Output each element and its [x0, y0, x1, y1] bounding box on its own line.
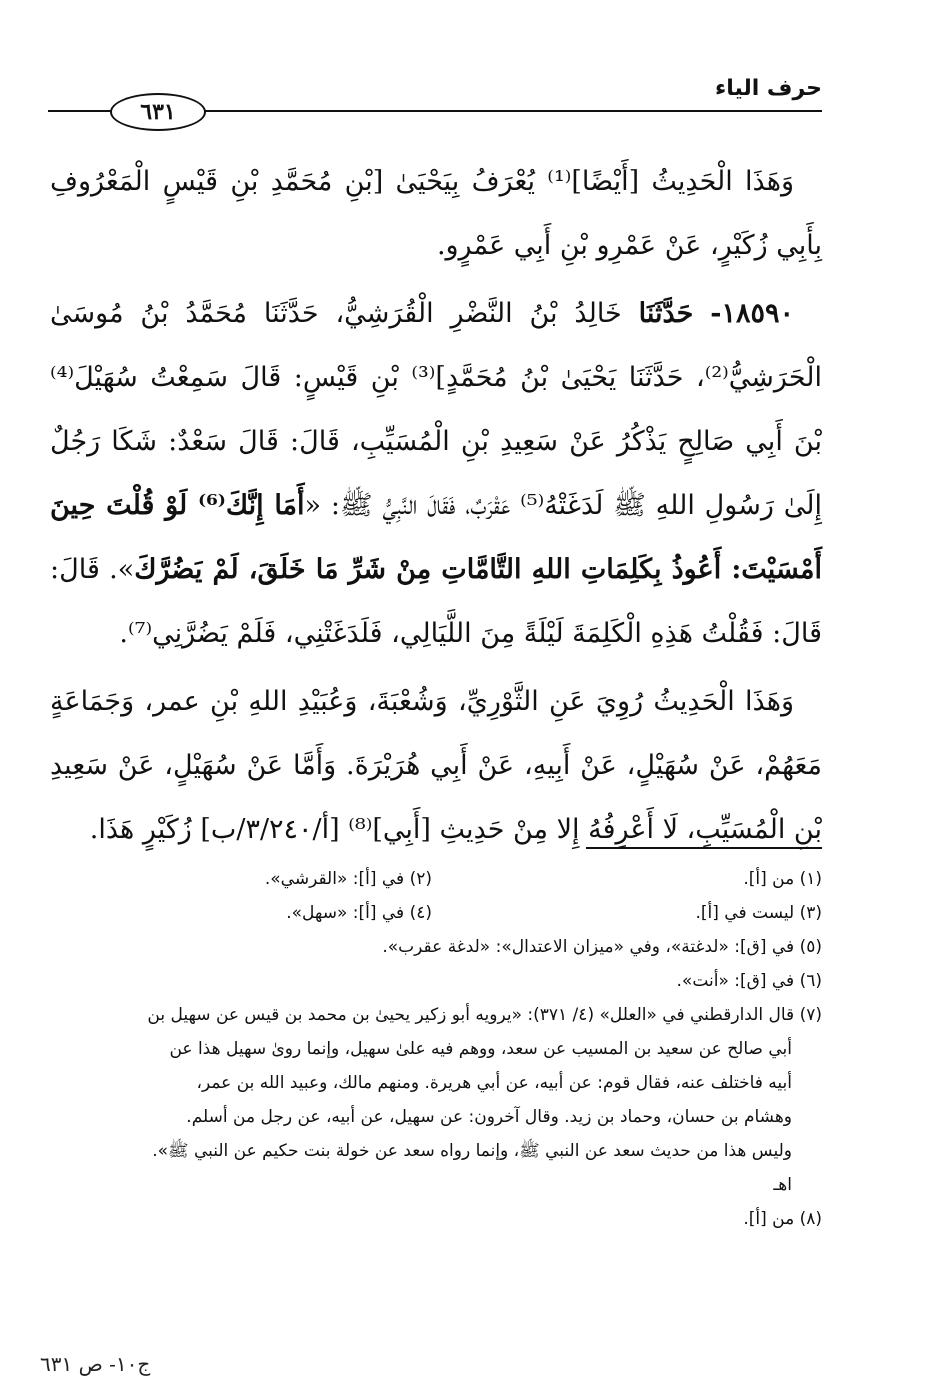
page-number-badge: ٦٣١	[110, 93, 206, 131]
paragraph-3: وَهَذَا الْحَدِيثُ رُوِيَ عَنِ الثَّوْرِيِّ، وَشُعْبَةَ، وَعُبَيْدِ اللهِ بْنِ عمر، وَجَمَاعَةٍ مَعَهُمْ، عَنْ سُهَيْلٍ، عَنْ أَبِيهِ، عَنْ أَبِي هُرَيْرَةَ. وَأَمَّا عَنْ سُهَيْلٍ، عَنْ سَعِيدِ بْنِ الْمُسَيِّبِ، لَا أَعْرِفُهُ إِلا مِنْ حَدِيثِ [أَبِي]⁽⁸⁾ [أ/٣/٢٤٠/ب] زُكَيْرٍ هَذَا.	[50, 686, 822, 845]
footnote-8: (٨) من [أ].	[743, 1209, 822, 1229]
footnote-3: (٣) ليست في [أ].	[695, 903, 822, 923]
footnote-2: (٢) في [أ]: «القرشي».	[264, 869, 432, 889]
paragraph-1: وَهَذَا الْحَدِيثُ [أَيْضًا]⁽¹⁾ يُعْرَفُ بِيَحْيَىٰ [بْنِ مُحَمَّدِ بْنِ قَيْسٍ الْمَعْرُوفِ بِأَبِي زُكَيْرٍ، عَنْ عَمْرِو بْنِ أَبِي عَمْرٍو.	[50, 166, 822, 261]
footnote-4: (٤) في [أ]: «سهل».	[286, 903, 432, 923]
footnote-7-line: أبيه فاختلف عنه، فقال قوم: عن أبيه، عن أبي هريرة. ومنهم مالك، وعبيد الله بن عمر،	[196, 1073, 792, 1093]
hadith-paragraph	[50, 282, 822, 666]
footnote-7	[40, 998, 822, 1202]
hadith-ending: ». قَالَ: قَالَ: فَقُلْتُ هَذِهِ الْكَلِمَةَ لَيْلَةً مِنَ اللَّيَالِي، فَلَدَغَتْنِي، فَلَمْ يَضُرَّنِي⁽⁷⁾.	[50, 554, 822, 649]
hadith-isnad: خَالِدُ بْنُ النَّضْرِ الْقُرَشِيُّ، حَدَّثَنَا مُحَمَّدُ بْنُ مُوسَىٰ الْحَرَشِيُّ⁽²⁾، حَدَّثَنَا يَحْيَىٰ بْنُ مُحَمَّدٍ]⁽³⁾ بْنِ قَيْسٍ: قَالَ سَمِعْتُ سُهَيْلَ⁽⁴⁾ بْنَ أَبِي صَالِحٍ يَذْكُرُ عَنْ سَعِيدِ بْنِ الْمُسَيِّبِ، قَالَ: قَالَ سَعْدٌ: شَكَا رَجُلٌ إِلَىٰ رَسُولِ اللهِ ﷺ لَدَغَتْهُ⁽⁵⁾ عَقْرَبٌ، فَقَالَ النَّبِيُّ ﷺ: «	[50, 298, 822, 521]
haddathana: حَدَّثَنَا	[638, 298, 694, 329]
footnote-5: (٥) في [ق]: «لدغتة»، وفي «ميزان الاعتدال»: «لدغة عقرب».	[382, 937, 822, 957]
hadith-number: ١٨٥٩٠-	[710, 298, 794, 329]
footnote-divider	[586, 847, 822, 849]
footnote-6: (٦) في [ق]: «أنت».	[676, 971, 822, 991]
footnote-7-line: أبي صالح عن سعيد بن المسيب عن سعد، ووهم فيه علىٰ سهيل، وإنما روىٰ سهيل هذا عن	[169, 1039, 792, 1059]
footnote-7-line: اهـ	[773, 1175, 792, 1195]
footnotes	[40, 862, 822, 1236]
chapter-title: حرف الياء	[714, 76, 822, 101]
footnote-7-line: وليس هذا من حديث سعد عن النبي ﷺ، وإنما رواه سعد عن خولة بنت حكيم عن النبي ﷺ».	[152, 1141, 792, 1161]
page-header	[48, 74, 822, 134]
main-text	[50, 150, 822, 862]
footnote-7-line: وهشام بن حسان، وحماد بن زيد. وقال آخرون: عن سهيل، عن أبيه، عن رجل من أسلم.	[186, 1107, 792, 1127]
volume-page-ref: ج١٠- ص ٦٣١	[40, 1352, 151, 1376]
footnote-7-line: (٧) قال الدارقطني في «العلل» (٤/ ٣٧١): «يرويه أبو زكير يحيىٰ بن محمد بن قيس عن سهيل بن	[147, 1005, 822, 1025]
footnote-row	[40, 862, 822, 896]
footnote-row	[40, 896, 822, 930]
prophet-saying: أَمَا إِنَّكَ⁽⁶⁾ لَوْ قُلْتَ حِينَ أَمْسَيْتَ: أَعُوذُ بِكَلِمَاتِ اللهِ التَّامَّاتِ مِنْ شَرِّ مَا خَلَقَ، لَمْ يَضُرَّكَ	[50, 490, 822, 585]
footnote-1: (١) من [أ].	[743, 869, 822, 889]
